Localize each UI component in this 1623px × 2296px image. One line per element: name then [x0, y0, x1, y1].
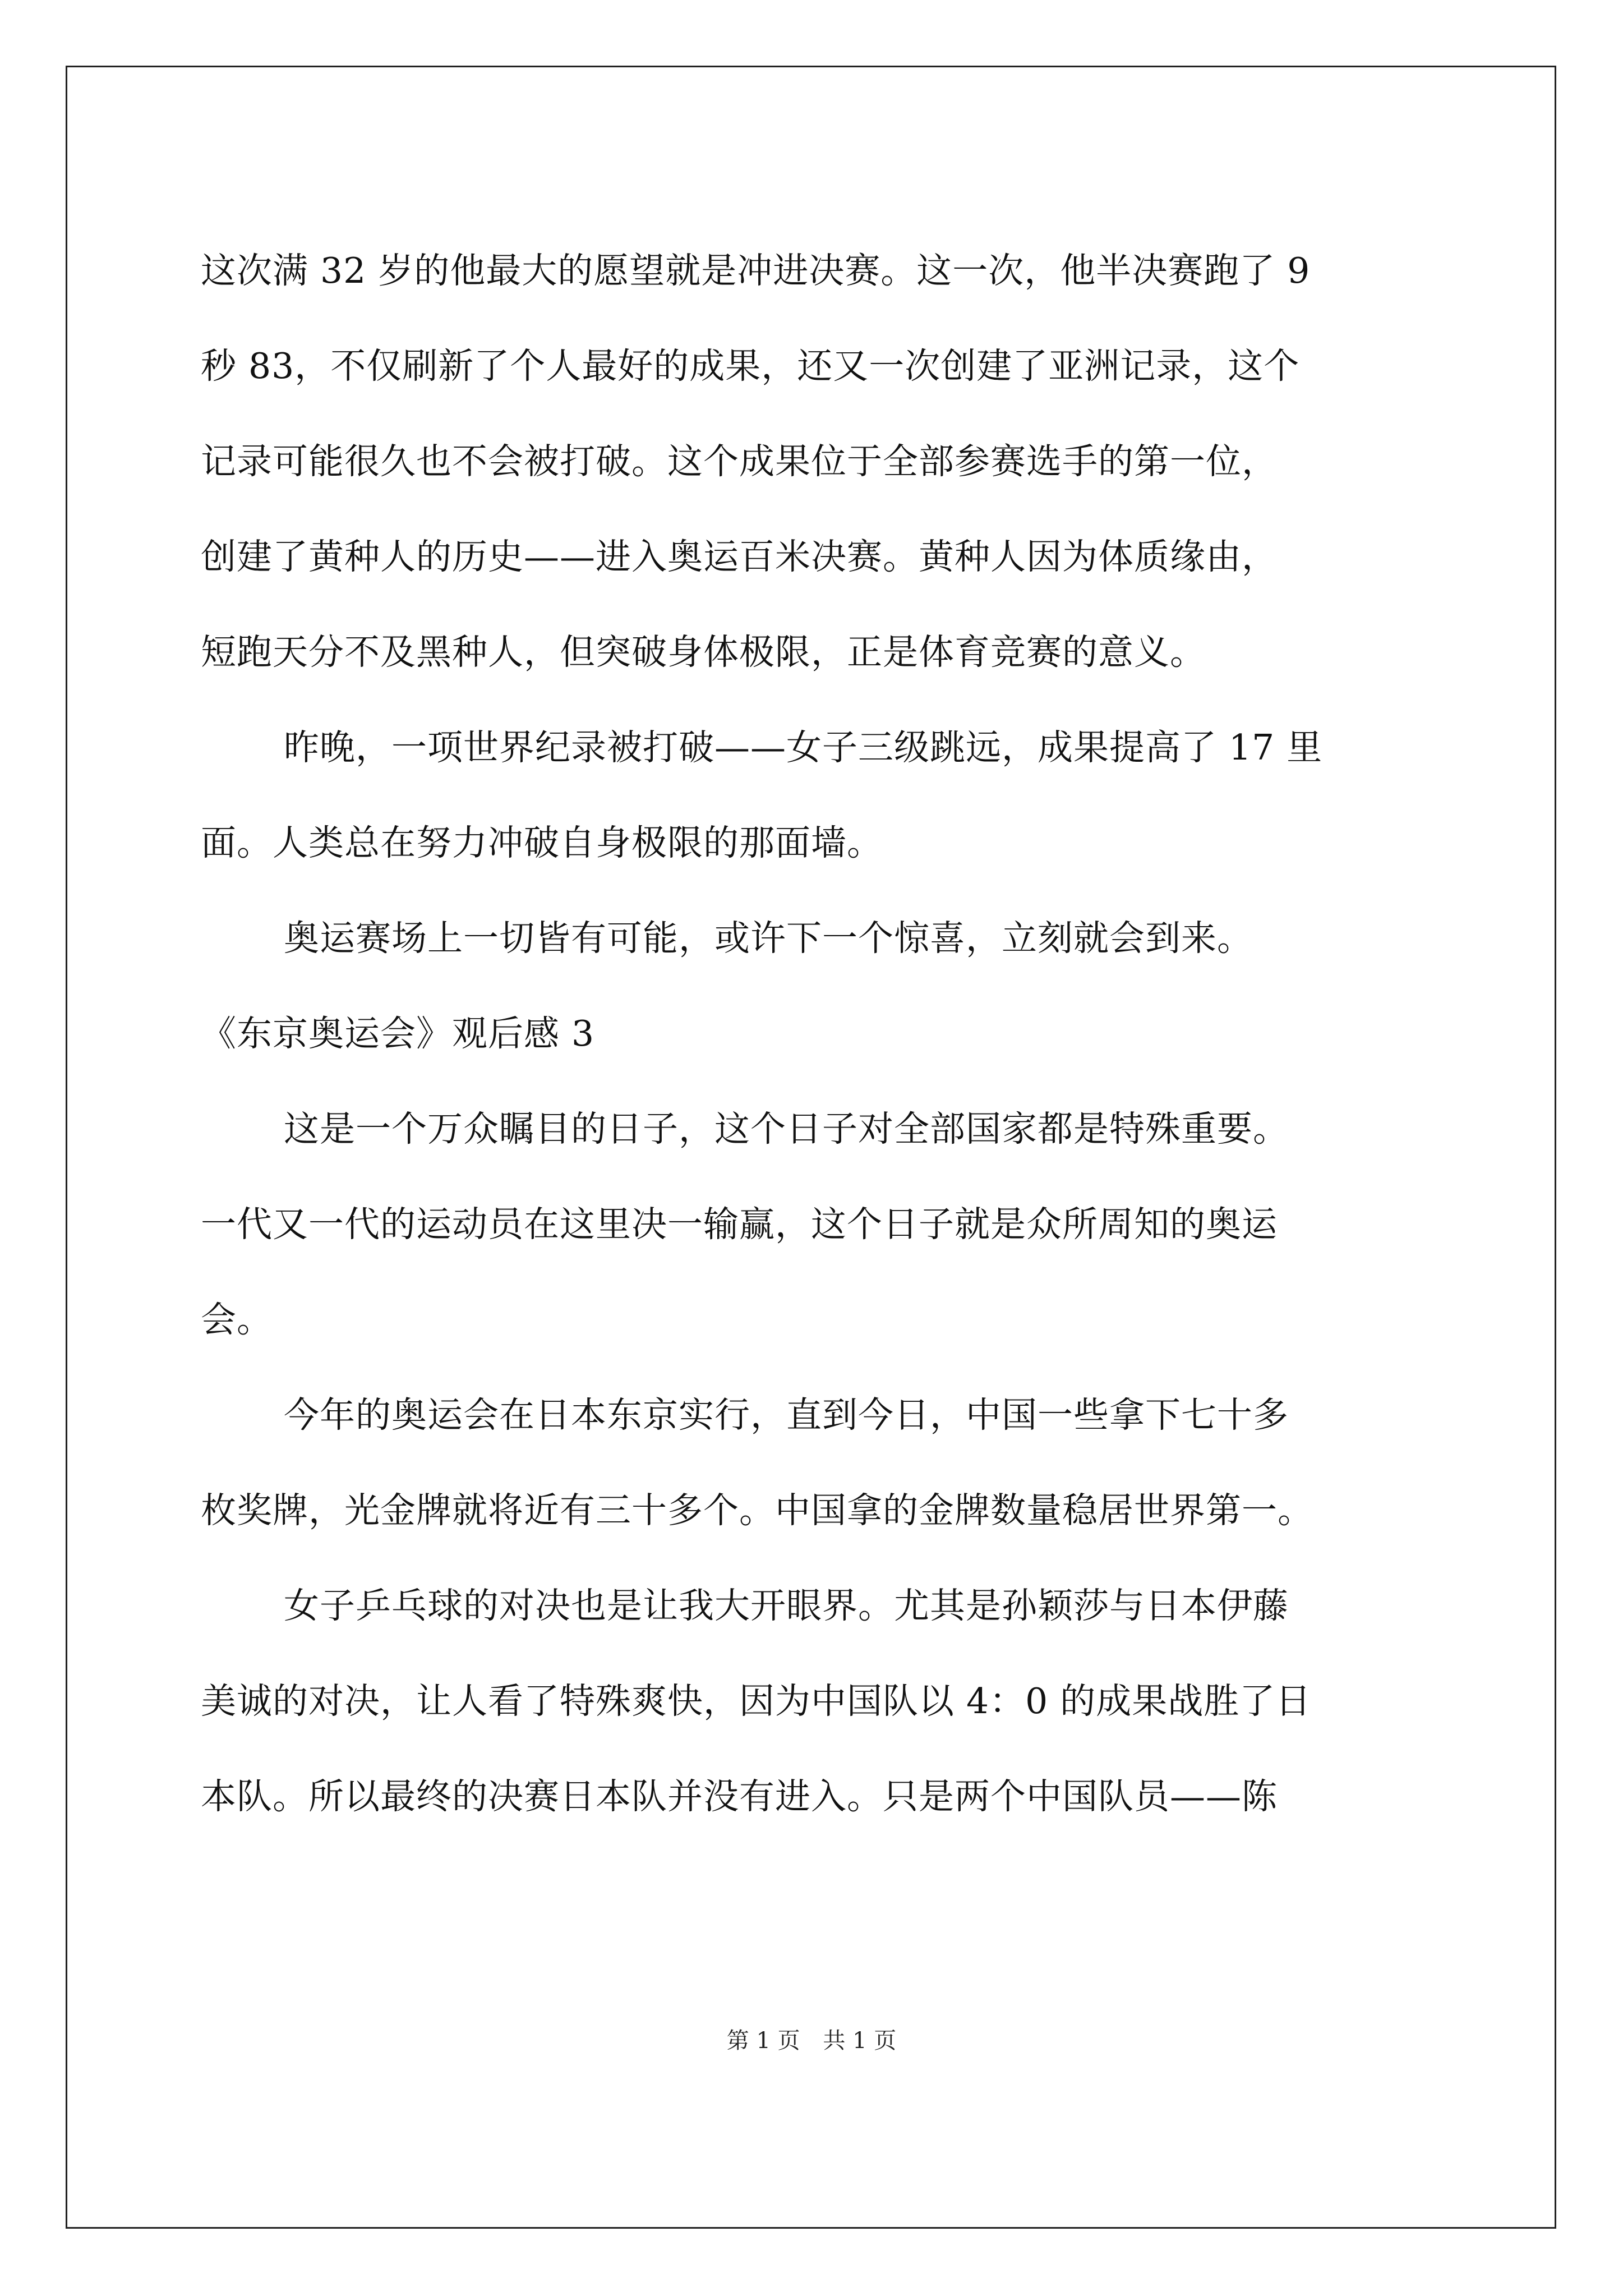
section-heading: 《东京奥运会》观后感 3	[201, 1013, 595, 1054]
page-footer	[0, 2024, 1623, 2058]
text-line: 枚奖牌，光金牌就将近有三十多个。中国拿的金牌数量稳居世界第一。	[201, 1490, 1313, 1531]
text-line: 一代又一代的运动员在这里决一输赢，这个日子就是众所周知的奥运	[201, 1204, 1278, 1245]
text-line: 短跑天分不及黑种人，但突破身体极限，正是体育竞赛的意义。	[201, 632, 1206, 673]
paragraph-first-line: 奥运赛场上一切皆有可能，或许下一个惊喜，立刻就会到来。	[284, 918, 1253, 959]
text-line: 创建了黄种人的历史——进入奥运百米决赛。黄种人因为体质缘由，	[201, 536, 1278, 577]
document-body	[201, 223, 1440, 1844]
text-line: 记录可能很久也不会被打破。这个成果位于全部参赛选手的第一位，	[201, 441, 1278, 482]
text-line: 会。	[201, 1299, 273, 1340]
text-line: 本队。所以最终的决赛日本队并没有进入。只是两个中国队员——陈	[201, 1776, 1278, 1817]
text-line: 秒 83，不仅刷新了个人最好的成果，还又一次创建了亚洲记录，这个	[201, 346, 1300, 386]
paragraph-first-line: 这是一个万众瞩目的日子，这个日子对全部国家都是特殊重要。	[284, 1108, 1289, 1149]
page-number: 第 1 页	[726, 2028, 800, 2054]
paragraph-first-line: 女子乒乓球的对决也是让我大开眼界。尤其是孙颖莎与日本伊藤	[284, 1585, 1289, 1626]
paragraph-first-line: 今年的奥运会在日本东京实行，直到今日，中国一些拿下七十多	[284, 1395, 1289, 1435]
paragraph-first-line: 昨晚，一项世界纪录被打破——女子三级跳远，成果提高了 17 里	[284, 727, 1323, 768]
text-line: 美诚的对决，让人看了特殊爽快，因为中国队以 4：0 的成果战胜了日	[201, 1681, 1312, 1722]
page-total: 共 1 页	[823, 2028, 897, 2054]
text-line: 这次满 32 岁的他最大的愿望就是冲进决赛。这一次，他半决赛跑了 9	[201, 250, 1311, 291]
text-line: 面。人类总在努力冲破自身极限的那面墙。	[201, 822, 883, 863]
